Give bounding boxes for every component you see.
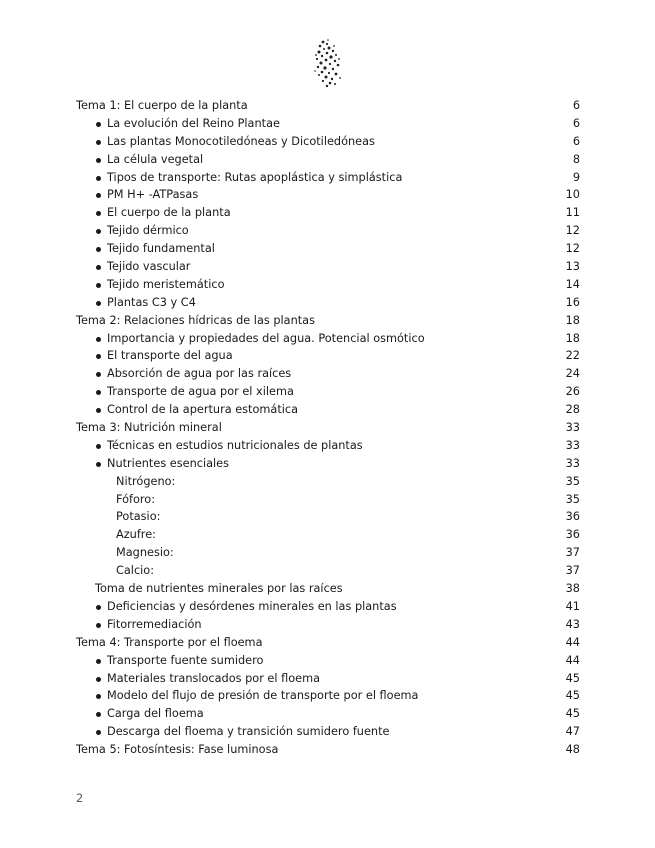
toc-entry-page: 45: [565, 707, 580, 721]
toc-entry[interactable]: [76, 347, 580, 365]
toc-entry-page: 45: [565, 689, 580, 703]
toc-entry-page: 6: [572, 99, 580, 112]
toc-entry-page: 9: [572, 170, 580, 184]
toc-entry[interactable]: [76, 258, 580, 276]
bullet-icon: [96, 408, 101, 413]
toc-entry-title: Nitrógeno:: [116, 474, 176, 488]
bullet-icon: [96, 372, 101, 377]
toc-entry[interactable]: [76, 204, 580, 222]
toc-entry-title: La evolución del Reino Plantae: [107, 116, 280, 130]
toc-entry[interactable]: [76, 508, 580, 526]
bullet-icon: [96, 176, 101, 181]
toc-entry-page: 33: [565, 438, 580, 452]
toc-entry[interactable]: [76, 294, 580, 312]
page-number: 2: [76, 792, 84, 805]
toc-entry-page: 45: [565, 671, 580, 685]
toc-entry-page: 47: [565, 725, 580, 739]
toc-entry-page: 10: [565, 188, 580, 202]
toc-entry-title: Tejido dérmico: [107, 224, 189, 238]
bullet-icon: [96, 354, 101, 359]
toc-entry[interactable]: [76, 741, 580, 759]
toc-entry-title: Plantas C3 y C4: [107, 295, 196, 309]
toc-entry-page: 35: [565, 492, 580, 506]
bullet-icon: [96, 623, 101, 628]
toc-entry[interactable]: [76, 419, 580, 437]
bullet-icon: [96, 444, 101, 449]
toc-entry[interactable]: [76, 491, 580, 509]
toc-entry[interactable]: [76, 115, 580, 133]
bullet-icon: [96, 301, 101, 306]
bullet-icon: [96, 211, 101, 216]
toc-entry[interactable]: [76, 312, 580, 330]
toc-entry-title: Tema 5: Fotosíntesis: Fase luminosa: [76, 743, 279, 757]
bullet-icon: [96, 677, 101, 682]
toc-entry-page: 35: [565, 474, 580, 488]
bullet-icon: [96, 283, 101, 288]
toc-entry[interactable]: [76, 401, 580, 419]
toc-entry[interactable]: [76, 330, 580, 348]
toc-entry-page: 13: [565, 260, 580, 274]
toc-entry[interactable]: [76, 97, 580, 115]
toc-entry-title: Transporte fuente sumidero: [107, 653, 264, 667]
toc-entry-title: Carga del floema: [107, 707, 204, 721]
toc-entry-page: 12: [565, 224, 580, 238]
bullet-icon: [96, 337, 101, 342]
toc-entry-title: Modelo del flujo de presión de transporte por el floema: [107, 689, 419, 703]
toc-entry-page: 44: [565, 635, 580, 649]
toc-entry-page: 48: [565, 743, 580, 757]
toc-entry-title: Tejido vascular: [107, 260, 191, 274]
toc-entry[interactable]: [76, 455, 580, 473]
toc-entry[interactable]: [76, 616, 580, 634]
toc-entry-title: Tejido meristemático: [107, 277, 225, 291]
toc-entry-page: 33: [565, 456, 580, 470]
toc-entry-title: Tema 1: El cuerpo de la planta: [76, 99, 248, 112]
toc-entry[interactable]: [76, 186, 580, 204]
toc-entry-page: 36: [565, 528, 580, 542]
toc-entry-title: Tejido fundamental: [107, 242, 215, 256]
toc-entry-title: La célula vegetal: [107, 152, 204, 166]
toc-entry-page: 43: [565, 617, 580, 631]
toc-entry-title: Tema 4: Transporte por el floema: [76, 635, 263, 649]
toc-entry-title: El transporte del agua: [107, 349, 233, 363]
toc-entry-page: 33: [565, 421, 580, 435]
toc-entry-title: Transporte de agua por el xilema: [107, 385, 294, 399]
bullet-icon: [96, 390, 101, 395]
toc-entry-page: 8: [572, 152, 580, 166]
bullet-icon: [96, 605, 101, 610]
bullet-icon: [96, 140, 101, 145]
toc-entry-title: Toma de nutrientes minerales por las raíces: [95, 582, 343, 596]
toc-entry[interactable]: [76, 544, 580, 562]
toc-entry[interactable]: [76, 169, 580, 187]
toc-entry[interactable]: [76, 670, 580, 688]
toc-entry-page: 26: [565, 385, 580, 399]
toc-entry[interactable]: [76, 526, 580, 544]
toc-entry-title: Calcio:: [116, 564, 155, 578]
toc-entry-title: Magnesio:: [116, 546, 174, 560]
toc-entry-page: 18: [565, 331, 580, 345]
toc-entry-title: Azufre:: [116, 528, 156, 542]
toc-entry-title: Fitorremediación: [107, 617, 202, 631]
bullet-icon: [96, 229, 101, 234]
toc-entry-page: 22: [565, 349, 580, 363]
toc-entry-page: 14: [565, 277, 580, 291]
toc-entry-page: 37: [565, 546, 580, 560]
bullet-icon: [96, 158, 101, 163]
bullet-icon: [96, 712, 101, 717]
bullet-icon: [96, 462, 101, 467]
toc-entry-title: Materiales translocados por el floema: [107, 671, 321, 685]
toc-entry-title: Deficiencias y desórdenes minerales en las plantas: [107, 599, 397, 613]
toc-entry-title: Tema 3: Nutrición mineral: [76, 421, 222, 435]
toc-entry-title: Descarga del floema y transición sumidero fuente: [107, 725, 390, 739]
toc-entry-page: 36: [565, 510, 580, 524]
toc-entry-title: Fóforo:: [116, 492, 156, 506]
bullet-icon: [96, 659, 101, 664]
toc-entry[interactable]: [76, 365, 580, 383]
toc-entry[interactable]: [76, 383, 580, 401]
toc-entry-page: 28: [565, 403, 580, 417]
toc-entry-page: 37: [565, 564, 580, 578]
toc-entry-page: 12: [565, 242, 580, 256]
bullet-icon: [96, 247, 101, 252]
toc-entry[interactable]: [76, 705, 580, 723]
toc-entry-title: Potasio:: [116, 510, 161, 524]
toc-entry[interactable]: [76, 473, 580, 491]
toc-entry[interactable]: [76, 437, 580, 455]
toc-entry-page: 6: [572, 116, 580, 130]
toc-entry-title: PM H+ -ATPasas: [107, 188, 199, 202]
toc-entry-title: El cuerpo de la planta: [107, 206, 231, 220]
bullet-icon: [96, 694, 101, 699]
toc-entry-title: Importancia y propiedades del agua. Potencial osmótico: [107, 331, 425, 345]
table-of-contents: [76, 97, 580, 759]
toc-entry-page: 38: [565, 582, 580, 596]
toc-entry[interactable]: [76, 652, 580, 670]
toc-entry-page: 24: [565, 367, 580, 381]
toc-entry[interactable]: [76, 151, 580, 169]
toc-entry[interactable]: [76, 222, 580, 240]
toc-entry-title: Absorción de agua por las raíces: [107, 367, 292, 381]
toc-entry-page: 44: [565, 653, 580, 667]
bullet-icon: [96, 122, 101, 127]
toc-entry-page: 11: [565, 206, 580, 220]
toc-entry[interactable]: [76, 598, 580, 616]
toc-entry[interactable]: [76, 240, 580, 258]
toc-entry-title: Control de la apertura estomática: [107, 403, 299, 417]
logo-icon: [309, 38, 345, 88]
toc-entry[interactable]: [76, 276, 580, 294]
toc-entry-title: Nutrientes esenciales: [107, 456, 229, 470]
bullet-icon: [96, 193, 101, 198]
toc-entry-page: 18: [565, 313, 580, 327]
toc-entry-page: 6: [572, 134, 580, 148]
bullet-icon: [96, 730, 101, 735]
toc-entry-title: Las plantas Monocotiledóneas y Dicotiledóneas: [107, 134, 375, 148]
toc-entry-page: 41: [565, 599, 580, 613]
toc-entry[interactable]: [76, 133, 580, 151]
toc-entry[interactable]: [76, 580, 580, 598]
toc-entry[interactable]: [76, 562, 580, 580]
toc-entry-title: Tipos de transporte: Rutas apoplástica y simplástica: [107, 170, 403, 184]
toc-entry-page: 16: [565, 295, 580, 309]
toc-entry[interactable]: [76, 723, 580, 741]
toc-entry-title: Tema 2: Relaciones hídricas de las plantas: [76, 313, 315, 327]
toc-entry-title: Técnicas en estudios nutricionales de plantas: [107, 438, 363, 452]
toc-entry[interactable]: [76, 634, 580, 652]
bullet-icon: [96, 265, 101, 270]
toc-entry[interactable]: [76, 687, 580, 705]
